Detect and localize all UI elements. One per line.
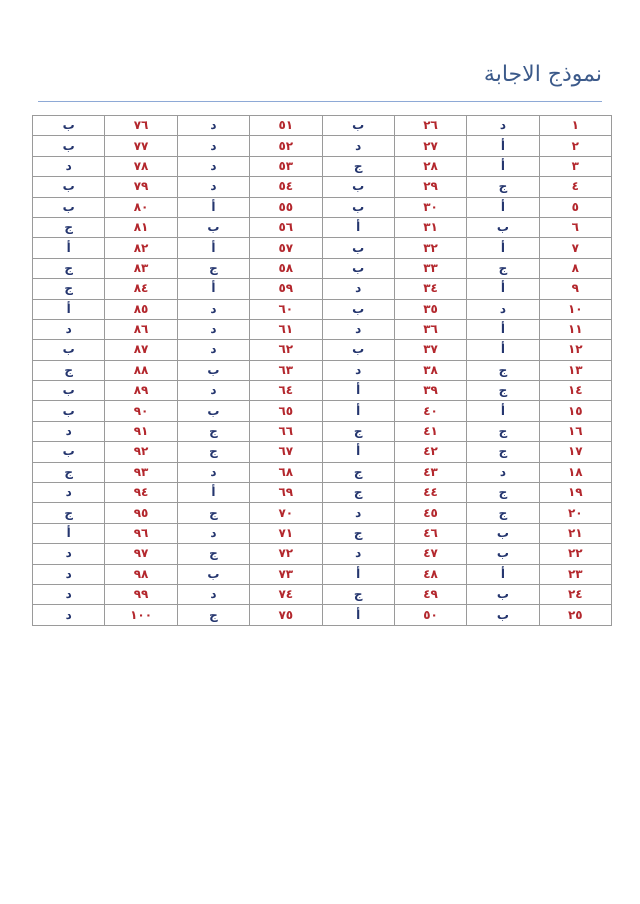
answer-letter-cell: ب xyxy=(33,197,105,217)
answer-key-table xyxy=(32,115,612,626)
question-number-cell: ٤ xyxy=(539,177,611,197)
answer-letter-cell: د xyxy=(33,564,105,584)
answer-letter-cell: ج xyxy=(177,503,249,523)
answer-letter-cell: د xyxy=(177,156,249,176)
question-number-cell: ٦٨ xyxy=(250,462,322,482)
question-number-cell: ٤٦ xyxy=(394,523,466,543)
question-number-cell: ٣٨ xyxy=(394,360,466,380)
question-number-cell: ٣٤ xyxy=(394,279,466,299)
answer-letter-cell: ج xyxy=(467,177,539,197)
question-number-cell: ٣٩ xyxy=(394,381,466,401)
table-row xyxy=(33,299,612,319)
answer-letter-cell: أ xyxy=(322,217,394,237)
table-row xyxy=(33,381,612,401)
answer-letter-cell: ب xyxy=(33,136,105,156)
question-number-cell: ٨٣ xyxy=(105,258,177,278)
question-number-cell: ١٩ xyxy=(539,483,611,503)
question-number-cell: ١٠ xyxy=(539,299,611,319)
question-number-cell: ٩٥ xyxy=(105,503,177,523)
question-number-cell: ٧٥ xyxy=(250,605,322,625)
question-number-cell: ٣٥ xyxy=(394,299,466,319)
answer-letter-cell: ج xyxy=(467,442,539,462)
question-number-cell: ٥٩ xyxy=(250,279,322,299)
answer-letter-cell: ج xyxy=(177,421,249,441)
answer-letter-cell: ب xyxy=(33,442,105,462)
question-number-cell: ١٣ xyxy=(539,360,611,380)
answer-letter-cell: ج xyxy=(467,381,539,401)
answer-letter-cell: ب xyxy=(322,197,394,217)
answer-letter-cell: ج xyxy=(467,503,539,523)
table-row xyxy=(33,238,612,258)
answer-letter-cell: أ xyxy=(33,523,105,543)
question-number-cell: ٨٦ xyxy=(105,319,177,339)
question-number-cell: ٢٥ xyxy=(539,605,611,625)
answer-letter-cell: ب xyxy=(177,360,249,380)
question-number-cell: ١٤ xyxy=(539,381,611,401)
answer-letter-cell: ج xyxy=(467,258,539,278)
answer-letter-cell: ب xyxy=(322,116,394,136)
answer-letter-cell: د xyxy=(322,279,394,299)
table-row xyxy=(33,523,612,543)
question-number-cell: ٢٩ xyxy=(394,177,466,197)
answer-letter-cell: ج xyxy=(33,217,105,237)
question-number-cell: ٥٥ xyxy=(250,197,322,217)
table-row xyxy=(33,258,612,278)
question-number-cell: ٧٢ xyxy=(250,544,322,564)
answer-letter-cell: د xyxy=(33,156,105,176)
question-number-cell: ٥٢ xyxy=(250,136,322,156)
answer-letter-cell: أ xyxy=(322,564,394,584)
answer-letter-cell: ب xyxy=(33,177,105,197)
answer-letter-cell: ج xyxy=(322,156,394,176)
question-number-cell: ٧٣ xyxy=(250,564,322,584)
answer-letter-cell: ب xyxy=(33,381,105,401)
question-number-cell: ٦٦ xyxy=(250,421,322,441)
answer-letter-cell: ج xyxy=(33,503,105,523)
answer-letter-cell: د xyxy=(467,462,539,482)
question-number-cell: ٧٩ xyxy=(105,177,177,197)
answer-letter-cell: د xyxy=(322,360,394,380)
answer-letter-cell: أ xyxy=(467,156,539,176)
answer-letter-cell: ج xyxy=(467,483,539,503)
answer-letter-cell: ج xyxy=(467,421,539,441)
table-row xyxy=(33,340,612,360)
table-row xyxy=(33,401,612,421)
answer-letter-cell: ج xyxy=(322,483,394,503)
question-number-cell: ٤٥ xyxy=(394,503,466,523)
table-row xyxy=(33,197,612,217)
table-row xyxy=(33,462,612,482)
answer-letter-cell: د xyxy=(33,483,105,503)
question-number-cell: ٧٦ xyxy=(105,116,177,136)
question-number-cell: ٧٧ xyxy=(105,136,177,156)
question-number-cell: ٩٠ xyxy=(105,401,177,421)
answer-letter-cell: د xyxy=(177,116,249,136)
answer-letter-cell: د xyxy=(33,584,105,604)
question-number-cell: ٨١ xyxy=(105,217,177,237)
question-number-cell: ٥٧ xyxy=(250,238,322,258)
answer-letter-cell: أ xyxy=(33,299,105,319)
question-number-cell: ٧ xyxy=(539,238,611,258)
question-number-cell: ٢٤ xyxy=(539,584,611,604)
answer-letter-cell: ج xyxy=(33,360,105,380)
answer-letter-cell: د xyxy=(322,544,394,564)
question-number-cell: ٥٤ xyxy=(250,177,322,197)
question-number-cell: ٢ xyxy=(539,136,611,156)
question-number-cell: ٣٠ xyxy=(394,197,466,217)
answer-letter-cell: د xyxy=(177,462,249,482)
question-number-cell: ٨٨ xyxy=(105,360,177,380)
question-number-cell: ١١ xyxy=(539,319,611,339)
answer-letter-cell: د xyxy=(322,319,394,339)
answer-letter-cell: أ xyxy=(467,136,539,156)
answer-letter-cell: ب xyxy=(322,258,394,278)
answer-letter-cell: د xyxy=(177,177,249,197)
question-number-cell: ٨٤ xyxy=(105,279,177,299)
answer-letter-cell: ب xyxy=(33,116,105,136)
question-number-cell: ٦٥ xyxy=(250,401,322,421)
answer-letter-cell: د xyxy=(33,319,105,339)
question-number-cell: ٤١ xyxy=(394,421,466,441)
answer-letter-cell: أ xyxy=(467,564,539,584)
question-number-cell: ٣١ xyxy=(394,217,466,237)
answer-letter-cell: ج xyxy=(322,462,394,482)
question-number-cell: ٦٧ xyxy=(250,442,322,462)
answer-letter-cell: ج xyxy=(177,258,249,278)
question-number-cell: ٩١ xyxy=(105,421,177,441)
table-row xyxy=(33,584,612,604)
question-number-cell: ٤٠ xyxy=(394,401,466,421)
question-number-cell: ٦٠ xyxy=(250,299,322,319)
table-row xyxy=(33,156,612,176)
table-row xyxy=(33,442,612,462)
answer-letter-cell: أ xyxy=(467,197,539,217)
question-number-cell: ٨٧ xyxy=(105,340,177,360)
question-number-cell: ٦١ xyxy=(250,319,322,339)
answer-letter-cell: أ xyxy=(322,442,394,462)
question-number-cell: ٩٩ xyxy=(105,584,177,604)
answer-letter-cell: ج xyxy=(322,584,394,604)
answer-letter-cell: د xyxy=(177,340,249,360)
table-row xyxy=(33,360,612,380)
answer-letter-cell: د xyxy=(33,544,105,564)
question-number-cell: ٤٩ xyxy=(394,584,466,604)
question-number-cell: ٥٨ xyxy=(250,258,322,278)
answer-letter-cell: د xyxy=(467,299,539,319)
answer-letter-cell: أ xyxy=(33,238,105,258)
question-number-cell: ٧٨ xyxy=(105,156,177,176)
answer-letter-cell: أ xyxy=(467,279,539,299)
answer-letter-cell: د xyxy=(177,136,249,156)
answer-letter-cell: ج xyxy=(467,360,539,380)
question-number-cell: ٢٨ xyxy=(394,156,466,176)
answer-letter-cell: ج xyxy=(322,421,394,441)
question-number-cell: ١٢ xyxy=(539,340,611,360)
question-number-cell: ٦٢ xyxy=(250,340,322,360)
question-number-cell: ٨٢ xyxy=(105,238,177,258)
question-number-cell: ٤٨ xyxy=(394,564,466,584)
question-number-cell: ٥٦ xyxy=(250,217,322,237)
answer-letter-cell: ب xyxy=(33,340,105,360)
answer-letter-cell: د xyxy=(322,136,394,156)
answer-letter-cell: ب xyxy=(467,523,539,543)
question-number-cell: ٦٤ xyxy=(250,381,322,401)
answer-letter-cell: ب xyxy=(467,544,539,564)
question-number-cell: ١٥ xyxy=(539,401,611,421)
question-number-cell: ٤٧ xyxy=(394,544,466,564)
table-row xyxy=(33,544,612,564)
answer-letter-cell: أ xyxy=(177,483,249,503)
question-number-cell: ١٦ xyxy=(539,421,611,441)
question-number-cell: ٩٢ xyxy=(105,442,177,462)
answer-letter-cell: د xyxy=(177,319,249,339)
question-number-cell: ١٨ xyxy=(539,462,611,482)
table-row xyxy=(33,421,612,441)
question-number-cell: ٨٠ xyxy=(105,197,177,217)
answer-letter-cell: ب xyxy=(177,564,249,584)
answer-letter-cell: د xyxy=(322,503,394,523)
table-row xyxy=(33,483,612,503)
answer-letter-cell: ب xyxy=(177,401,249,421)
question-number-cell: ٤٤ xyxy=(394,483,466,503)
question-number-cell: ٦٣ xyxy=(250,360,322,380)
answer-letter-cell: د xyxy=(177,381,249,401)
question-number-cell: ٣٦ xyxy=(394,319,466,339)
answer-letter-cell: أ xyxy=(322,605,394,625)
answer-letter-cell: أ xyxy=(322,381,394,401)
answer-letter-cell: أ xyxy=(177,238,249,258)
question-number-cell: ٨٥ xyxy=(105,299,177,319)
table-row xyxy=(33,503,612,523)
answer-letter-cell: ب xyxy=(467,605,539,625)
question-number-cell: ٤٣ xyxy=(394,462,466,482)
question-number-cell: ٣٧ xyxy=(394,340,466,360)
answer-letter-cell: ب xyxy=(33,401,105,421)
answer-letter-cell: د xyxy=(33,421,105,441)
question-number-cell: ٣٣ xyxy=(394,258,466,278)
table-row xyxy=(33,279,612,299)
answer-letter-cell: ج xyxy=(322,523,394,543)
answer-letter-cell: ب xyxy=(177,217,249,237)
answer-letter-cell: د xyxy=(467,116,539,136)
answer-letter-cell: ب xyxy=(467,217,539,237)
table-row xyxy=(33,319,612,339)
question-number-cell: ٤٢ xyxy=(394,442,466,462)
question-number-cell: ٩٨ xyxy=(105,564,177,584)
question-number-cell: ٧١ xyxy=(250,523,322,543)
answer-letter-cell: أ xyxy=(177,197,249,217)
table-row xyxy=(33,116,612,136)
question-number-cell: ٥٣ xyxy=(250,156,322,176)
question-number-cell: ٩٤ xyxy=(105,483,177,503)
question-number-cell: ١ xyxy=(539,116,611,136)
answer-letter-cell: ب xyxy=(467,584,539,604)
answer-letter-cell: ج xyxy=(177,605,249,625)
question-number-cell: ٣ xyxy=(539,156,611,176)
answer-letter-cell: د xyxy=(177,523,249,543)
answer-letter-cell: أ xyxy=(467,340,539,360)
answer-letter-cell: ج xyxy=(177,442,249,462)
question-number-cell: ٨ xyxy=(539,258,611,278)
question-number-cell: ٧٤ xyxy=(250,584,322,604)
answer-letter-cell: د xyxy=(33,605,105,625)
question-number-cell: ٦٩ xyxy=(250,483,322,503)
answer-letter-cell: ج xyxy=(177,544,249,564)
table-row xyxy=(33,136,612,156)
answer-letter-cell: ج xyxy=(33,258,105,278)
question-number-cell: ٢١ xyxy=(539,523,611,543)
question-number-cell: ٢٦ xyxy=(394,116,466,136)
question-number-cell: ١٠٠ xyxy=(105,605,177,625)
question-number-cell: ٢٣ xyxy=(539,564,611,584)
answer-letter-cell: أ xyxy=(467,238,539,258)
question-number-cell: ٢٢ xyxy=(539,544,611,564)
title-underline xyxy=(38,101,602,102)
answer-letter-cell: ب xyxy=(322,177,394,197)
answer-letter-cell: ب xyxy=(322,299,394,319)
answer-table-body xyxy=(33,116,612,626)
question-number-cell: ٥ xyxy=(539,197,611,217)
question-number-cell: ٥٠ xyxy=(394,605,466,625)
question-number-cell: ٥١ xyxy=(250,116,322,136)
question-number-cell: ٩ xyxy=(539,279,611,299)
page-title: نموذج الاجابة xyxy=(483,62,602,87)
question-number-cell: ٦ xyxy=(539,217,611,237)
question-number-cell: ٧٠ xyxy=(250,503,322,523)
table-row xyxy=(33,217,612,237)
answer-letter-cell: د xyxy=(177,299,249,319)
table-row xyxy=(33,564,612,584)
answer-letter-cell: أ xyxy=(467,319,539,339)
question-number-cell: ٢٠ xyxy=(539,503,611,523)
question-number-cell: ٨٩ xyxy=(105,381,177,401)
question-number-cell: ١٧ xyxy=(539,442,611,462)
answer-letter-cell: ب xyxy=(322,340,394,360)
question-number-cell: ٩٦ xyxy=(105,523,177,543)
answer-letter-cell: أ xyxy=(467,401,539,421)
table-row xyxy=(33,177,612,197)
answer-letter-cell: ج xyxy=(33,279,105,299)
answer-letter-cell: أ xyxy=(177,279,249,299)
answer-letter-cell: د xyxy=(177,584,249,604)
answer-letter-cell: ج xyxy=(33,462,105,482)
answer-letter-cell: أ xyxy=(322,401,394,421)
table-row xyxy=(33,605,612,625)
question-number-cell: ٢٧ xyxy=(394,136,466,156)
question-number-cell: ٩٧ xyxy=(105,544,177,564)
answer-letter-cell: ب xyxy=(322,238,394,258)
question-number-cell: ٩٣ xyxy=(105,462,177,482)
question-number-cell: ٣٢ xyxy=(394,238,466,258)
